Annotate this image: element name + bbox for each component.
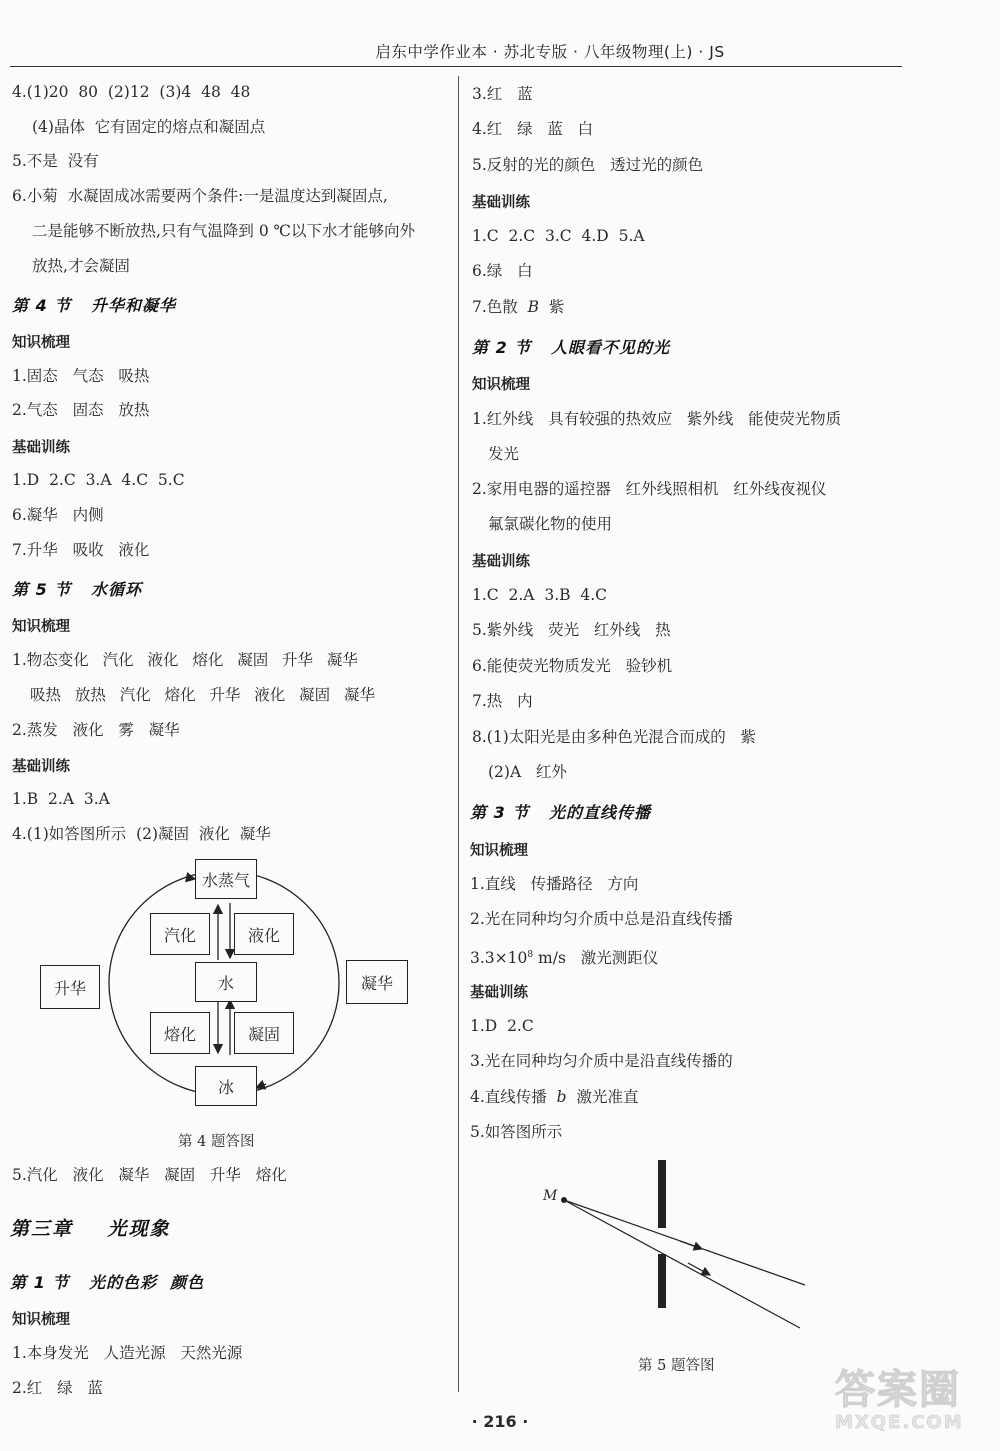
process-box-sublimate: 升华 bbox=[40, 965, 100, 1009]
answer-line: 2.气态 固态 放热 bbox=[12, 401, 150, 419]
arrow bbox=[185, 877, 195, 879]
subsection-label: 知识梳理 bbox=[12, 1312, 70, 1328]
answer-part: m/s 激光测距仪 bbox=[533, 949, 659, 968]
column-divider bbox=[458, 76, 459, 1392]
answer-part: B bbox=[527, 298, 540, 316]
answer-line: 6.能使荧光物质发光 验钞机 bbox=[472, 657, 673, 675]
state-box-water: 水 bbox=[195, 962, 257, 1002]
answer-line: 4.红 绿 蓝 白 bbox=[472, 120, 594, 138]
answer-line: 2.蒸发 液化 雾 凝华 bbox=[12, 721, 180, 739]
process-box-deposit: 凝华 bbox=[346, 960, 408, 1004]
subsection-label: 知识梳理 bbox=[12, 619, 70, 635]
answer-line: 4.(1)20 80 (2)12 (3)4 48 48 bbox=[12, 83, 251, 101]
answer-line: 放热,才会凝固 bbox=[32, 257, 130, 275]
page-header: 启东中学作业本 · 苏北专版 · 八年级物理(上) · JS bbox=[375, 43, 725, 61]
answer-line: (4)晶体 它有固定的熔点和凝固点 bbox=[32, 118, 266, 136]
answer-line: 1.D 2.C 3.A 4.C 5.C bbox=[12, 471, 185, 489]
answer-line: 7.热 内 bbox=[472, 692, 533, 710]
answer-line: 3.光在同种均匀介质中是沿直线传播的 bbox=[470, 1052, 733, 1070]
section-title: 第 4 节 升华和凝华 bbox=[12, 296, 176, 315]
subsection-label: 知识梳理 bbox=[472, 377, 530, 393]
answer-line: 1.物态变化 汽化 液化 熔化 凝固 升华 凝华 bbox=[12, 651, 358, 669]
answer-line: 1.固态 气态 吸热 bbox=[12, 367, 150, 385]
watermark-logo bbox=[835, 1368, 995, 1448]
answer-line: 1.C 2.A 3.B 4.C bbox=[472, 586, 608, 604]
header-rule bbox=[10, 66, 902, 67]
answer-part: 7.色散 bbox=[472, 298, 528, 316]
answer-line: 5.反射的光的颜色 透过光的颜色 bbox=[472, 156, 704, 174]
subsection-label: 基础训练 bbox=[12, 440, 70, 456]
answer-line: 发光 bbox=[488, 445, 520, 463]
answer-line: 6.凝华 内侧 bbox=[12, 506, 104, 524]
answer-line: 6.小菊 水凝固成冰需要两个条件:一是温度达到凝固点, bbox=[12, 187, 388, 205]
light-ray bbox=[564, 1200, 800, 1328]
section-title: 第 2 节 人眼看不见的光 bbox=[472, 338, 670, 357]
answer-part: b bbox=[556, 1088, 567, 1106]
page-number: · 216 · bbox=[471, 1412, 529, 1431]
answer-line: 1.D 2.C bbox=[470, 1017, 534, 1035]
chapter-title: 第三章 光现象 bbox=[10, 1218, 171, 1240]
subsection-label: 基础训练 bbox=[472, 195, 530, 211]
state-box-steam: 水蒸气 bbox=[195, 859, 257, 899]
answer-line: 2.红 绿 蓝 bbox=[12, 1379, 103, 1397]
answer-line: 吸热 放热 汽化 熔化 升华 液化 凝固 凝华 bbox=[30, 686, 375, 704]
watermark-url: MXQE.COM bbox=[835, 1412, 964, 1433]
answer-line: 6.绿 白 bbox=[472, 262, 533, 280]
answer-line: (2)A 红外 bbox=[488, 763, 567, 781]
answer-line: 1.本身发光 人造光源 天然光源 bbox=[12, 1344, 243, 1362]
ray-arrow bbox=[680, 1241, 702, 1249]
figure-caption: 第 4 题答图 bbox=[178, 1134, 255, 1150]
answer-line: 5.汽化 液化 凝华 凝固 升华 熔化 bbox=[12, 1166, 287, 1184]
answer-line: 5.紫外线 荧光 红外线 热 bbox=[472, 621, 671, 639]
subsection-label: 基础训练 bbox=[12, 759, 70, 775]
answer-line bbox=[470, 1087, 638, 1107]
answer-part: 3.3×10 bbox=[470, 949, 528, 968]
answer-line: 5.不是 没有 bbox=[12, 152, 99, 170]
section-title: 第 3 节 光的直线传播 bbox=[470, 803, 651, 822]
process-box-vaporize: 汽化 bbox=[150, 913, 210, 955]
answer-line: 1.直线 传播路径 方向 bbox=[470, 875, 639, 893]
answer-part: 紫 bbox=[539, 298, 565, 316]
figure-caption: 第 5 题答图 bbox=[638, 1358, 715, 1374]
answer-part: 激光准直 bbox=[566, 1088, 639, 1106]
answer-line: 1.红外线 具有较强的热效应 紫外线 能使荧光物质 bbox=[472, 410, 842, 428]
answer-part: 4.直线传播 bbox=[470, 1088, 557, 1106]
subsection-label: 基础训练 bbox=[470, 985, 528, 1001]
answer-line: 2.家用电器的遥控器 红外线照相机 红外线夜视仪 bbox=[472, 480, 827, 498]
process-box-solidify: 凝固 bbox=[234, 1012, 294, 1054]
subsection-label: 知识梳理 bbox=[12, 335, 70, 351]
point-label: M bbox=[543, 1188, 558, 1204]
process-box-melt: 熔化 bbox=[150, 1012, 210, 1054]
exponent: 8 bbox=[527, 950, 534, 960]
answer-line: 4.(1)如答图所示 (2)凝固 液化 凝华 bbox=[12, 825, 271, 843]
answer-line: 1.B 2.A 3.A bbox=[12, 790, 110, 808]
subsection-label: 基础训练 bbox=[472, 554, 530, 570]
subsection-label: 知识梳理 bbox=[470, 843, 528, 859]
section-title: 第 5 节 水循环 bbox=[12, 580, 142, 599]
answer-line bbox=[470, 945, 658, 968]
answer-line: 8.(1)太阳光是由多种色光混合而成的 紫 bbox=[472, 728, 757, 746]
answer-line: 5.如答图所示 bbox=[470, 1123, 563, 1141]
answer-line: 7.升华 吸收 液化 bbox=[12, 541, 150, 559]
answer-line: 二是能够不断放热,只有气温降到 0 ℃以下水才能够向外 bbox=[32, 222, 415, 240]
answer-line: 1.C 2.C 3.C 4.D 5.A bbox=[472, 227, 645, 245]
state-box-ice: 冰 bbox=[195, 1066, 257, 1106]
answer-line: 2.光在同种均匀介质中总是沿直线传播 bbox=[470, 910, 733, 928]
screen-slit bbox=[658, 1228, 666, 1254]
answer-line bbox=[472, 297, 564, 317]
answer-line: 氟氯碳化物的使用 bbox=[488, 515, 613, 533]
process-box-liquefy: 液化 bbox=[234, 913, 294, 955]
light-ray-diagram bbox=[530, 1150, 820, 1340]
watermark-text: 答案圈 bbox=[835, 1367, 961, 1413]
answer-line: 3.红 蓝 bbox=[472, 85, 533, 103]
section-title: 第 1 节 光的色彩 颜色 bbox=[10, 1273, 205, 1292]
